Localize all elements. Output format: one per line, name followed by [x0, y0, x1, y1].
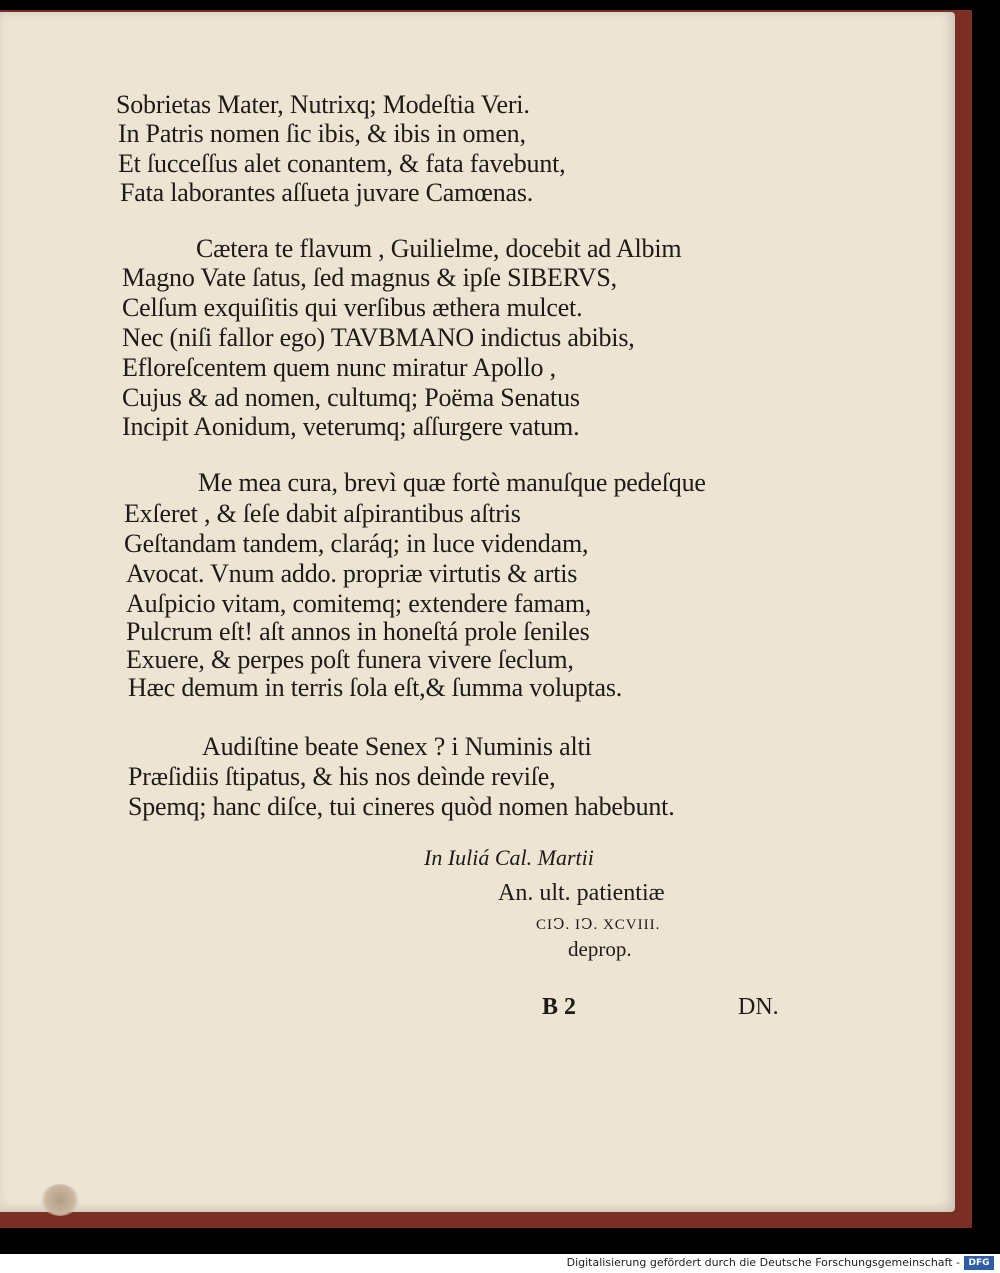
deprop-text: deprop. [568, 937, 632, 961]
poem-line: Et ſucceſſus alet conantem, & fata favebunt, [118, 149, 566, 178]
poem-line: Magno Vate ſatus, ſed magnus & ipſe SIBERVS, [122, 263, 617, 292]
poem-line: Fata laborantes aſſueta juvare Camœnas. [120, 178, 534, 207]
poem-line: Pulcrum eſt! aſt annos in honeſtá prole ſeniles [126, 617, 590, 646]
poem-line: Audiſtine beate Senex ? i Numinis alti [202, 732, 592, 761]
poem-line: Exuere, & perpes poſt funera vivere ſeclum, [126, 645, 574, 674]
poem-line: Cætera te flavum , Guilielme, docebit ad Albim [196, 234, 682, 263]
paper-stain [40, 1184, 80, 1216]
poem-line: Præſidiis ſtipatus, & his nos deìnde reviſe, [128, 762, 556, 791]
place-date: In Iuliá Cal. Martii [424, 845, 594, 870]
poem-line: Exſeret , & ſeſe dabit aſpirantibus aſtris [124, 499, 521, 528]
footer-credit: Digitalisierung gefördert durch die Deutsche Forschungsgemeinschaft - [566, 1256, 960, 1269]
year-line: An. ult. patientiæ [498, 880, 665, 906]
catchword: DN. [738, 994, 779, 1020]
poem-line: Celſum exquiſitis qui verſibus æthera mulcet. [122, 293, 583, 322]
poem-line: Cujus & ad nomen, cultumq; Poëma Senatus [122, 383, 580, 412]
poem-line: Incipit Aonidum, veterumq; aſſurgere vatum. [122, 412, 580, 441]
poem-line: Me mea cura, brevì quæ fortè manuſque pedeſque [198, 468, 706, 497]
poem-line: Nec (niſi fallor ego) TAVBMANO indictus abibis, [122, 323, 635, 352]
poem-line: Hæc demum in terris ſola eſt,& ſumma voluptas. [128, 673, 623, 702]
dfg-logo-icon: DFG [964, 1256, 994, 1270]
poem-line: Efloreſcentem quem nunc miratur Apollo , [122, 353, 556, 382]
signature-mark: B 2 [542, 994, 577, 1020]
poem-line: Auſpicio vitam, comitemq; extendere famam, [126, 589, 592, 618]
poem-line: Avocat. Vnum addo. propriæ virtutis & artis [126, 559, 578, 588]
roman-year: CIↃ. IↃ. XCVIII. [536, 917, 661, 933]
poem-line: In Patris nomen ſic ibis, & ibis in omen, [118, 119, 526, 148]
poem-line: Spemq; hanc diſce, tui cineres quòd nomen habebunt. [128, 792, 675, 821]
footer-bar [0, 1254, 1000, 1273]
poem-line: Sobrietas Mater, Nutrixq; Modeſtia Veri. [116, 90, 530, 119]
poem-line: Geſtandam tandem, claráq; in luce videndam, [124, 529, 589, 558]
